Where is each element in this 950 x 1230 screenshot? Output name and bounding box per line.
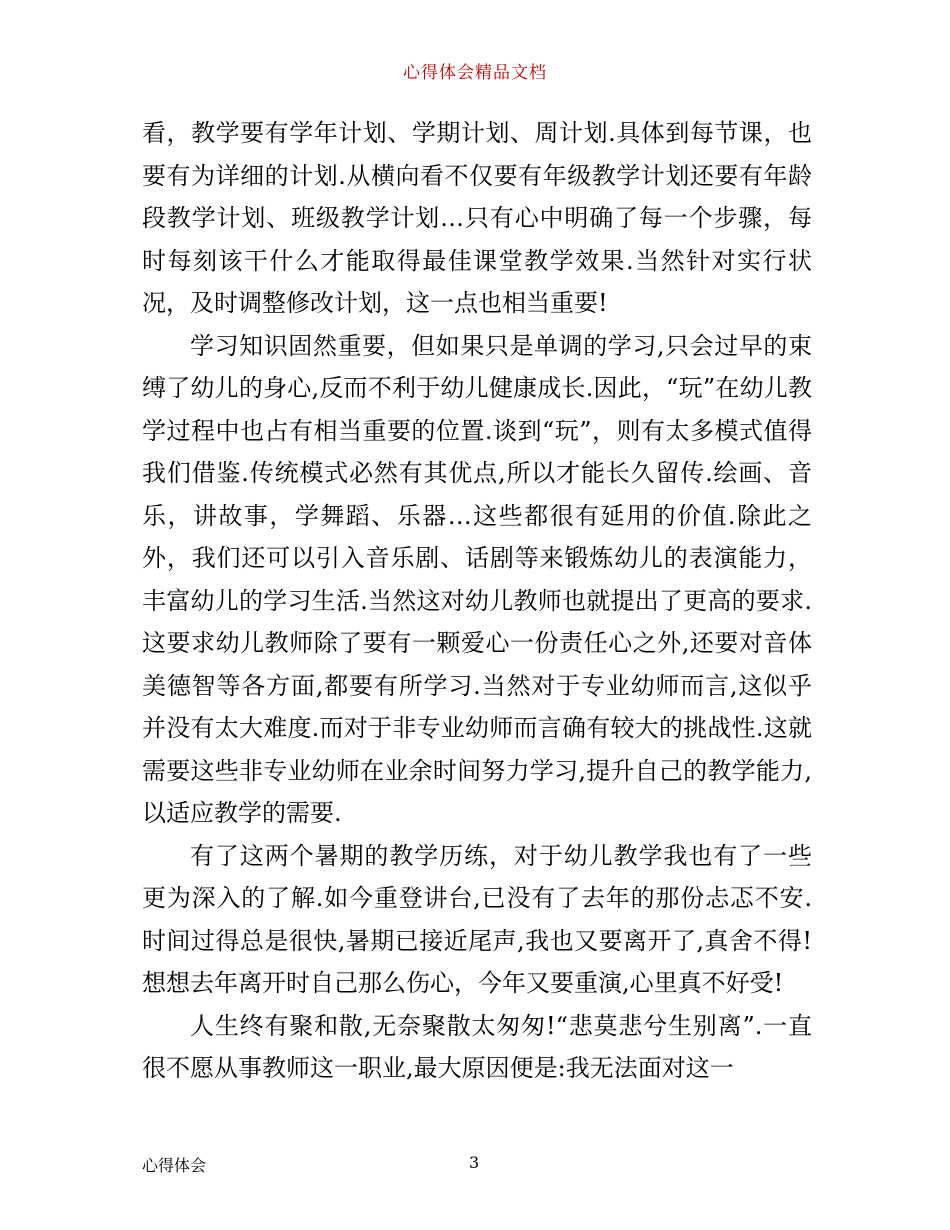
header-title: 心得体会精品文档 xyxy=(403,63,547,83)
paragraph-1: 看，教学要有学年计划、学期计划、周计划.具体到每节课，也要有为详细的计划.从横向看不仅要有年级教学计划还要有年龄段教学计划、班级教学计划…只有心中明确了每一个步骤，每时每刻该干什么才能取得最佳课堂教学效果.当然针对实行状况，及时调整修改计划，这一点也相当重要! xyxy=(142,119,812,317)
paragraph-3: 有了这两个暑期的教学历练，对于幼儿教学我也有了一些更为深入的了解.如今重登讲台,已没有了去年的那份忐忑不安.时间过得总是很快,暑期已接近尾声,我也又要离开了,真舍不得!想想去年离开时自己那么伤心，今年又要重演,心里真不好受! xyxy=(142,841,812,997)
paragraph-4: 人生终有聚和散,无奈聚散太匆匆!“悲莫悲兮生别离”.一直很不愿从事教师这一职业,最大原因便是:我无法面对这一 xyxy=(142,1011,812,1082)
footer-label: 心得体会 xyxy=(142,1156,207,1175)
paragraph-2: 学习知识固然重要，但如果只是单调的学习,只会过早的束缚了幼儿的身心,反而不利于幼儿健康成长.因此，“玩”在幼儿教学过程中也占有相当重要的位置.谈到“玩”，则有太多模式值得我们借鉴.传统模式必然有其优点,所以才能长久留传.绘画、音乐，讲故事，学舞蹈、乐器…这些都很有延用的价值.除此之外，我们还可以引入音乐剧、话剧等来锻炼幼儿的表演能力，丰富幼儿的学习生活.当然这对幼儿教师也就提出了更高的要求.这要求幼儿教师除了要有一颗爱心一份责任心之外,还要对音体美德智等各方面,都要有所学习.当然对于专业幼师而言,这似乎并没有太大难度.而对于非专业幼师而言确有较大的挑战性.这就需要这些非专业幼师在业余时间努力学习,提升自己的教学能力,以适应教学的需要. xyxy=(142,331,812,827)
document-body xyxy=(142,112,812,1090)
page-number: 3 xyxy=(469,1153,480,1172)
